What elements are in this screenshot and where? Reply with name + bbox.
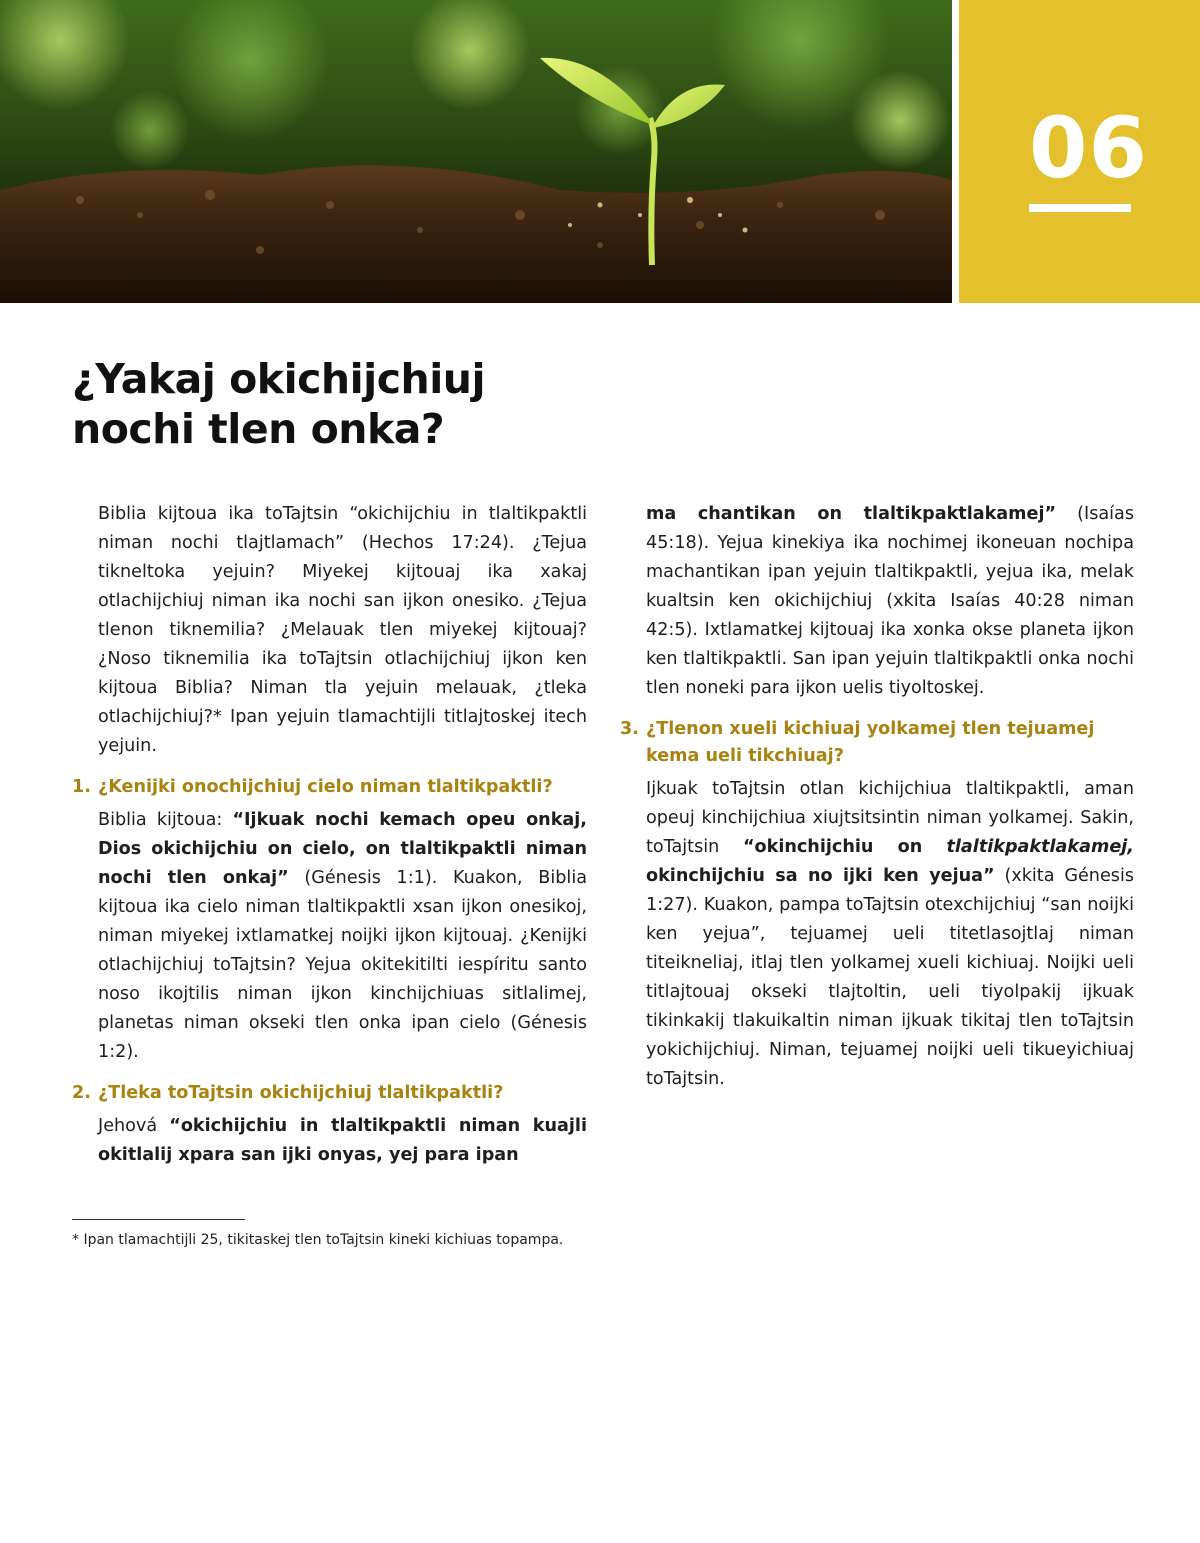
question-text: ¿Kenijki onochijchiuj cielo niman tlaltikpaktli? — [98, 777, 553, 797]
scripture-quote-italic: tlaltikpaktlakamej, — [946, 837, 1134, 857]
question-text: ¿Tlenon xueli kichiuaj yolkamej tlen tejuamej kema ueli tikchiuaj? — [646, 719, 1095, 766]
intro-text: Biblia kijtoua ika toTajtsin “okichijchiu in tlaltikpaktli niman nochi tlajtlamach” (Hechos 17:24). ¿Tejua tikneltoka yejuin? Miyekej kijtouaj ika xakaj otlachijchiuj niman ika nochi san ijkon onesiko. ¿Tejua tlenon tiknemilia? ¿Melauak tlen miyekej kijtouaj? ¿Noso tiknemilia ika toTajtsin otlachijchiuj ijkon ken kijtoua Biblia? Niman tla yejuin melauak, ¿tleka otlachijchiuj? — [98, 504, 587, 727]
question-number: 1. — [72, 777, 91, 797]
question-number: 2. — [72, 1083, 91, 1103]
sprout-photo — [0, 0, 952, 303]
scripture-quote: “okichijchiu in tlaltikpaktli niman kuajli okitlalij xpara san ijki onyas, yej para ipan — [98, 1116, 587, 1165]
answer-text: Ijkuak toTajtsin otlan kichijchiua tlaltikpaktli, aman opeuj kinchijchiua xiujtsitsintin niman yolkamej. Sakin, toTajtsin — [646, 779, 1134, 857]
question-3 — [620, 716, 1134, 770]
scripture-quote: okinchijchiu sa no ijki ken yejua” — [646, 866, 995, 886]
title-line-2: nochi tlen onka? — [72, 405, 445, 453]
scripture-quote: “okinchijchiu on — [742, 837, 947, 857]
question-number: 3. — [620, 719, 639, 739]
answer-1 — [72, 806, 587, 1067]
footnote-marker[interactable]: * — [213, 707, 222, 727]
left-column — [72, 500, 587, 1170]
footnote: * Ipan tlamachtijli 25, tikitaskej tlen toTajtsin kineki kichiuas topampa. — [72, 1232, 564, 1248]
header-photo — [0, 0, 952, 303]
lesson-number-underline — [1029, 204, 1131, 212]
title-line-1: ¿Yakaj okichijchiuj — [72, 355, 486, 403]
question-1 — [72, 774, 587, 801]
answer-text: (Isaías 45:18). Yejua kinekiya ika nochimej ikoneuan nochipa machantikan ipan yejuin tlaltikpaktli, yejua ika, melak kualtsin ken okichijchiuj (xkita Isaías 40:28 niman 42:5). Ixtlamatkej kijtouaj ika xonka okse planeta ijkon ken tlaltikpaktli. San ipan yejuin tlaltikpaktli onka nochi tlen noneki para ijkon uelis tiyoltoskej. — [646, 504, 1134, 698]
question-2 — [72, 1080, 587, 1107]
footnote-divider — [72, 1219, 245, 1220]
page-title — [72, 354, 772, 454]
answer-text: (Génesis 1:1). Kuakon, Biblia kijtoua ika cielo niman tlaltikpaktli xsan ijkon onesikoj, niman miyekej ixtlamatkej noijki ijkon kijtouaj. ¿Kenijki otlachijchiuj toTajtsin? Yejua okitekitilti iespíritu santo noso ikojtilis niman ijkon kinchijchiuas sitlalimej, planetas niman okseki tlen onka ipan cielo (Génesis 1:2). — [98, 868, 587, 1062]
answer-2-part-1 — [72, 1112, 587, 1170]
scripture-quote: ma chantikan on tlaltikpaktlakamej” — [646, 504, 1057, 524]
answer-3 — [620, 775, 1134, 1094]
scripture-quote: “Ijkuak nochi kemach opeu onkaj, Dios okichijchiu on cielo, on tlaltikpaktli niman nochi tlen onkaj” — [98, 810, 587, 888]
intro-text-end: Ipan yejuin tlamachtijli titlajtoskej itech yejuin. — [98, 707, 587, 756]
answer-text: Jehová — [98, 1116, 170, 1136]
lesson-badge — [959, 0, 1200, 303]
right-column — [620, 500, 1134, 1094]
lesson-number: 06 — [1029, 99, 1148, 197]
answer-text: (xkita Génesis 1:27). Kuakon, pampa toTajtsin otexchijchiuj “san noijki ken yejua”, tejuamej ueli titetlasojtlaj niman titeikneliaj, itlaj tlen yolkamej xueli kichiuaj. Noijki ueli titlajtouaj okseki tlajtoltin, ueli tiyolpakij ijkuak tikinkakij tlakuikaltin niman ijkuak tikitaj tlen toTajtsin yokichijchiuj. Niman, tejuamej noijki ueli tikueyichiuaj toTajtsin. — [646, 866, 1134, 1089]
intro-paragraph — [72, 500, 587, 761]
answer-text: Biblia kijtoua: — [98, 810, 233, 830]
answer-2-part-2 — [620, 500, 1134, 703]
question-text: ¿Tleka toTajtsin okichijchiuj tlaltikpaktli? — [98, 1083, 504, 1103]
